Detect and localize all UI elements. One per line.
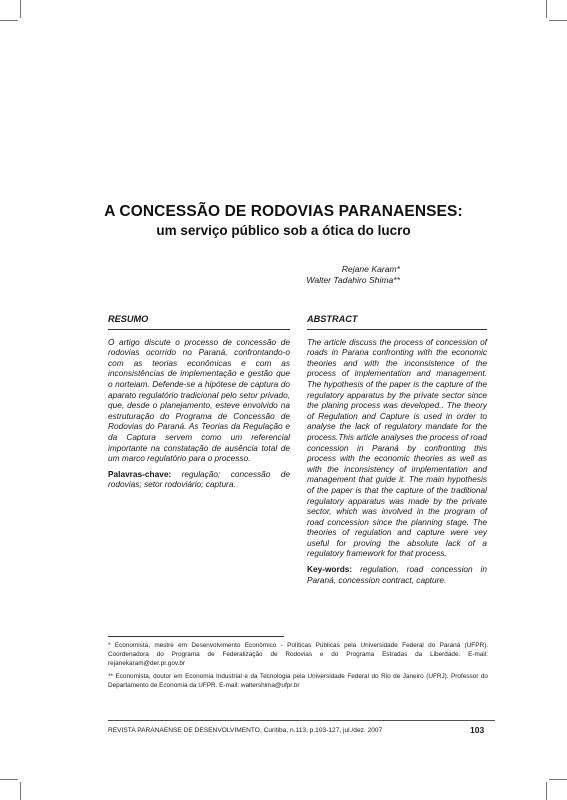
keywords-text: regulation, road concession in Paraná, concession contract, capture.: [307, 564, 487, 585]
resumo-heading: RESUMO: [108, 314, 149, 324]
crop-mark: [546, 0, 547, 18]
crop-mark: [0, 20, 18, 21]
crop-mark: [546, 782, 547, 800]
footer-rule: [108, 720, 495, 721]
keywords-label: Palavras-chave:: [108, 468, 172, 479]
crop-mark: [549, 779, 567, 780]
footnote: ** Economista, doutor em Economia Industrial e da Tecnologia pela Universidade Federal do Rio de Janeiro (UFRJ). Professor do Departamento de Economia da UFPR. E-mail: waltershima@ufpr.br: [108, 673, 488, 689]
footnote-rule: [108, 636, 284, 637]
author-name: Walter Tadahiro Shima**: [306, 275, 400, 285]
journal-citation: REVISTA PARANAENSE DE DESENVOLVIMENTO, Curitiba, n.113, p.103-127, jul./dez. 2007: [108, 727, 383, 734]
abstract-keywords: [307, 564, 487, 585]
crop-mark: [20, 0, 21, 18]
crop-mark: [0, 779, 18, 780]
resumo-section: [108, 314, 290, 490]
abstract-section: [307, 314, 487, 585]
author-name: Rejane Karam*: [341, 264, 400, 274]
crop-mark: [20, 782, 21, 800]
crop-mark: [549, 20, 567, 21]
keywords-text: regulação; concessão de rodovias; setor rodoviário; captura.: [108, 468, 290, 490]
resumo-keywords: [108, 469, 290, 490]
article-title: A CONCESSÃO DE RODOVIAS PARANAENSES:: [104, 203, 463, 220]
abstract-body: The article discuss the process of concession of roads in Parana confronting with the economic theories and with the inconsistence of the process of implementation and management. The hypothesis of the paper is the capture of the regulatory apparatus by the private sector since the planing process was developed.. The theory of Regulation and Capture is used in order to analyse the lack of regulatory mandate for the process.This article analyses the process of road concession in Paraná by confronting this process with the economic theories as well as with the inconsistency of implementation and management that guide it. The main hypothesis of the paper is that the capture of the traditional regulatory apparatus was made by the private sector, which was involved in the program of road concession since the planning stage. The theories of regulation and capture were vey useful for proving the absolute lack of a regulatory framework for that process.: [307, 336, 487, 559]
author-list: [200, 264, 400, 286]
resumo-body: O artigo discute o processo de concessão de rodovias ocorrido no Paraná, confrontando-o com as teorias econômicas e com as inconsistências de implementação e gestão que o norteiam. Defende-se a hipótese de captura do aparato regulatório tradicional pelo setor privado, que, desde o planejamento, esteve envolvido na estruturação do Programa de Concessão de Rodovias do Paraná. As Teorias da Regulação e da Captura servem como um referencial importante na constatação de ausência total de um marco regulatório para o processo.: [108, 336, 290, 464]
footnote: * Economista, mestre em Desenvolvimento Econômico - Políticas Públicas pela Universidade Federal do Paraná (UFPR). Coordenadora do Programa de Federalização de Rodovias e do Programa Estradas da Liberdade. E-mail: rejanekaram@der.pr.gov.br: [108, 642, 488, 667]
section-rule: [108, 329, 290, 330]
article-subtitle: um serviço público sob a ótica do lucro: [156, 223, 411, 238]
abstract-heading: ABSTRACT: [307, 314, 358, 324]
section-rule: [307, 329, 487, 330]
page-number: 103: [470, 725, 485, 735]
keywords-label: Key-words:: [307, 564, 353, 575]
